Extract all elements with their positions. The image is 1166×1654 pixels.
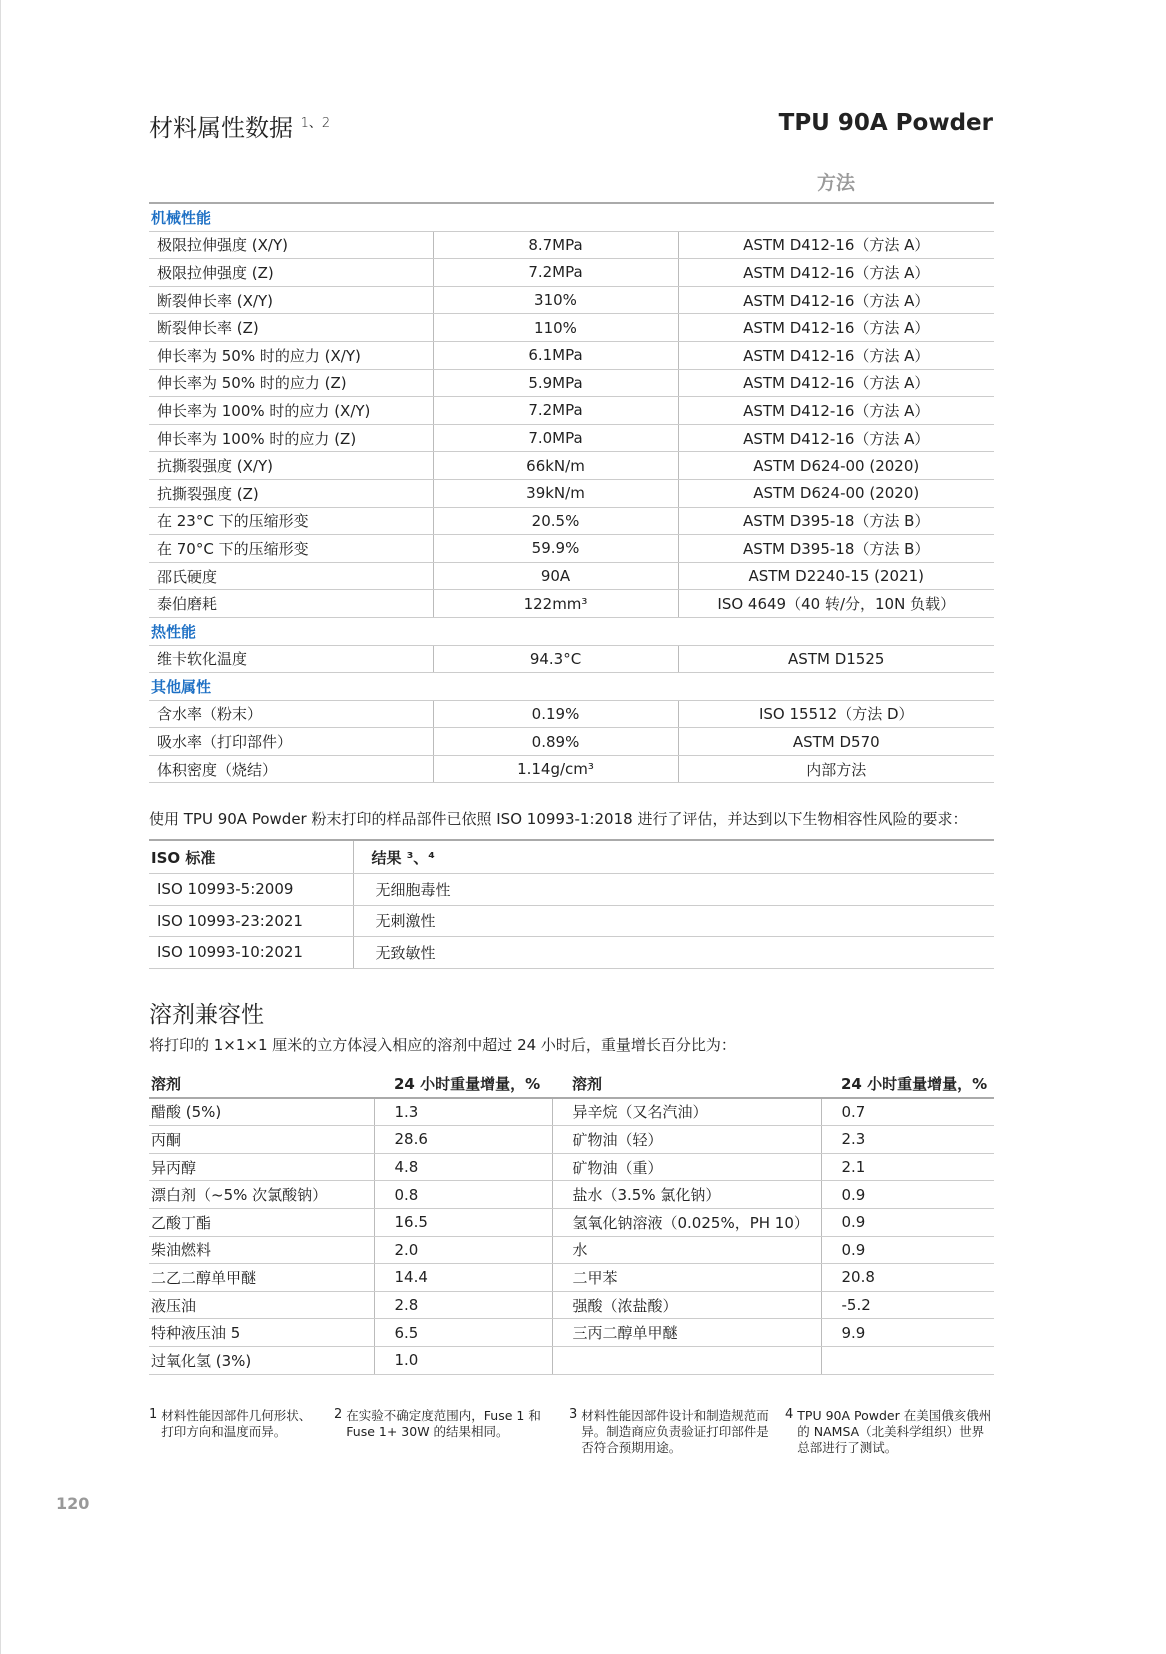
property-value: 20.5% xyxy=(433,507,678,535)
solvent-name: 氢氧化钠溶液（0.025%，PH 10） xyxy=(552,1208,821,1236)
property-value: 7.0MPa xyxy=(433,424,678,452)
section-header xyxy=(149,203,994,231)
header-cell: 24 小时重量增量，% xyxy=(374,1070,552,1098)
property-method: ASTM D624-00 (2020) xyxy=(678,479,994,507)
product-name: TPU 90A Powder xyxy=(778,110,993,136)
property-name: 邵氏硬度 xyxy=(149,562,433,590)
footnote xyxy=(334,1408,559,1440)
table-row xyxy=(149,231,994,259)
solvent-subtitle: 将打印的 1×1×1 厘米的立方体浸入相应的溶剂中超过 24 小时后，重量增长百分比为： xyxy=(149,1036,736,1054)
table-row xyxy=(149,700,994,728)
property-name: 泰伯磨耗 xyxy=(149,590,433,618)
table-row xyxy=(149,874,994,906)
property-name: 极限拉伸强度 (X/Y) xyxy=(149,231,433,259)
table-row xyxy=(149,1319,994,1347)
weight-gain: 14.4 xyxy=(374,1264,552,1292)
footnote-number: 2 xyxy=(334,1407,343,1422)
footnote-text: TPU 90A Powder 在美国俄亥俄州的 NAMSA（北美科学组织）世界总部进行了测试。 xyxy=(797,1408,992,1455)
weight-gain: 0.8 xyxy=(374,1181,552,1209)
header-cell: 24 小时重量增量，% xyxy=(821,1070,994,1098)
table-row xyxy=(149,645,994,673)
table-row xyxy=(149,1153,994,1181)
table-row xyxy=(149,1346,994,1374)
page-number: 120 xyxy=(56,1494,90,1513)
property-value: 6.1MPa xyxy=(433,341,678,369)
footnote-number: 1 xyxy=(149,1407,158,1422)
table-row xyxy=(149,1236,994,1264)
footnote-number: 4 xyxy=(785,1407,794,1422)
solvent-name: 漂白剂（~5% 次氯酸钠） xyxy=(149,1181,374,1209)
table-row xyxy=(149,259,994,287)
table-row xyxy=(149,369,994,397)
table-row xyxy=(149,535,994,563)
property-method: ASTM D395-18（方法 B） xyxy=(678,535,994,563)
section-title: 机械性能 xyxy=(149,203,994,231)
property-method: ASTM D412-16（方法 A） xyxy=(678,424,994,452)
weight-gain: 6.5 xyxy=(374,1319,552,1347)
weight-gain: -5.2 xyxy=(821,1291,994,1319)
weight-gain: 1.0 xyxy=(374,1346,552,1374)
footnote-text: 材料性能因部件设计和制造规范而异。制造商应负责验证打印部件是否符合预期用途。 xyxy=(581,1408,769,1455)
table-row xyxy=(149,424,994,452)
footnote xyxy=(785,1408,995,1456)
solvent-name: 液压油 xyxy=(149,1291,374,1319)
property-name: 抗撕裂强度 (X/Y) xyxy=(149,452,433,480)
property-name: 伸长率为 50% 时的应力 (X/Y) xyxy=(149,341,433,369)
solvent-name: 柴油燃料 xyxy=(149,1236,374,1264)
property-name: 伸长率为 100% 时的应力 (X/Y) xyxy=(149,397,433,425)
table-row xyxy=(149,397,994,425)
property-method: ASTM D570 xyxy=(678,728,994,756)
result: 无细胞毒性 xyxy=(353,874,994,906)
header-cell: 溶剂 xyxy=(149,1070,374,1098)
weight-gain: 16.5 xyxy=(374,1208,552,1236)
iso-standard: ISO 10993-10:2021 xyxy=(149,937,353,969)
property-method: ISO 4649（40 转/分，10N 负载） xyxy=(678,590,994,618)
table-row xyxy=(149,1208,994,1236)
table-row xyxy=(149,728,994,756)
weight-gain xyxy=(821,1346,994,1374)
header-cell: 溶剂 xyxy=(552,1070,821,1098)
weight-gain: 0.9 xyxy=(821,1181,994,1209)
property-name: 维卡软化温度 xyxy=(149,645,433,673)
solvent-name: 特种液压油 5 xyxy=(149,1319,374,1347)
property-name: 在 70°C 下的压缩形变 xyxy=(149,535,433,563)
weight-gain: 4.8 xyxy=(374,1153,552,1181)
solvent-name xyxy=(552,1346,821,1374)
table-row xyxy=(149,314,994,342)
property-value: 310% xyxy=(433,286,678,314)
property-value: 66kN/m xyxy=(433,452,678,480)
solvent-name: 异丙醇 xyxy=(149,1153,374,1181)
property-value: 1.14g/cm³ xyxy=(433,755,678,783)
property-method: 内部方法 xyxy=(678,755,994,783)
property-name: 断裂伸长率 (X/Y) xyxy=(149,286,433,314)
property-value: 59.9% xyxy=(433,535,678,563)
result: 无刺激性 xyxy=(353,905,994,937)
table-row xyxy=(149,1126,994,1154)
weight-gain: 2.3 xyxy=(821,1126,994,1154)
solvent-name: 醋酸 (5%) xyxy=(149,1098,374,1126)
property-method: ASTM D412-16（方法 A） xyxy=(678,286,994,314)
solvent-name: 二乙二醇单甲醚 xyxy=(149,1264,374,1292)
property-value: 122mm³ xyxy=(433,590,678,618)
property-value: 110% xyxy=(433,314,678,342)
table-row xyxy=(149,341,994,369)
solvent-name: 异辛烷（又名汽油） xyxy=(552,1098,821,1126)
solvent-name: 乙酸丁酯 xyxy=(149,1208,374,1236)
table-row xyxy=(149,1098,994,1126)
solvent-name: 盐水（3.5% 氯化钠） xyxy=(552,1181,821,1209)
solvent-name: 水 xyxy=(552,1236,821,1264)
weight-gain: 2.0 xyxy=(374,1236,552,1264)
header-cell: 结果 ³、⁴ xyxy=(353,840,994,874)
property-method: ISO 15512（方法 D） xyxy=(678,700,994,728)
property-method: ASTM D2240-15 (2021) xyxy=(678,562,994,590)
solvent-table xyxy=(149,1070,994,1375)
weight-gain: 2.8 xyxy=(374,1291,552,1319)
weight-gain: 0.9 xyxy=(821,1236,994,1264)
weight-gain: 9.9 xyxy=(821,1319,994,1347)
property-method: ASTM D1525 xyxy=(678,645,994,673)
weight-gain: 0.9 xyxy=(821,1208,994,1236)
properties-table xyxy=(149,202,994,783)
iso-standard: ISO 10993-5:2009 xyxy=(149,874,353,906)
property-method: ASTM D412-16（方法 A） xyxy=(678,369,994,397)
property-method: ASTM D412-16（方法 A） xyxy=(678,314,994,342)
property-value: 7.2MPa xyxy=(433,259,678,287)
property-value: 8.7MPa xyxy=(433,231,678,259)
biocompat-table xyxy=(149,839,994,969)
property-method: ASTM D412-16（方法 A） xyxy=(678,397,994,425)
property-value: 90A xyxy=(433,562,678,590)
property-name: 抗撕裂强度 (Z) xyxy=(149,479,433,507)
footnote-number: 3 xyxy=(569,1407,578,1422)
table-header xyxy=(149,1070,994,1098)
table-row xyxy=(149,1181,994,1209)
property-value: 5.9MPa xyxy=(433,369,678,397)
footnote-text: 在实验不确定度范围内，Fuse 1 和 Fuse 1+ 30W 的结果相同。 xyxy=(346,1408,541,1439)
title-text: 材料属性数据 xyxy=(149,114,293,142)
solvent-name: 三丙二醇单甲醚 xyxy=(552,1319,821,1347)
property-name: 伸长率为 50% 时的应力 (Z) xyxy=(149,369,433,397)
footnote xyxy=(569,1408,779,1456)
property-name: 伸长率为 100% 时的应力 (Z) xyxy=(149,424,433,452)
table-row xyxy=(149,479,994,507)
property-value: 0.89% xyxy=(433,728,678,756)
property-name: 含水率（粉末） xyxy=(149,700,433,728)
table-row xyxy=(149,937,994,969)
table-row xyxy=(149,452,994,480)
table-row xyxy=(149,286,994,314)
header-cell: ISO 标准 xyxy=(149,840,353,874)
biocompat-intro: 使用 TPU 90A Powder 粉末打印的样品部件已依照 ISO 10993-1:2018 进行了评估，并达到以下生物相容性风险的要求： xyxy=(149,810,968,828)
property-name: 断裂伸长率 (Z) xyxy=(149,314,433,342)
table-row xyxy=(149,755,994,783)
footnote xyxy=(149,1408,319,1440)
section-title: 热性能 xyxy=(149,617,994,645)
section-header xyxy=(149,617,994,645)
solvent-name: 矿物油（轻） xyxy=(552,1126,821,1154)
weight-gain: 2.1 xyxy=(821,1153,994,1181)
property-method: ASTM D624-00 (2020) xyxy=(678,452,994,480)
property-value: 94.3°C xyxy=(433,645,678,673)
property-name: 吸水率（打印部件） xyxy=(149,728,433,756)
section-header xyxy=(149,673,994,701)
property-value: 0.19% xyxy=(433,700,678,728)
result: 无致敏性 xyxy=(353,937,994,969)
table-header xyxy=(149,840,994,874)
table-row xyxy=(149,562,994,590)
solvent-name: 矿物油（重） xyxy=(552,1153,821,1181)
method-column-header: 方法 xyxy=(816,172,855,194)
weight-gain: 1.3 xyxy=(374,1098,552,1126)
footnote-text: 材料性能因部件几何形状、打印方向和温度而异。 xyxy=(161,1408,312,1439)
table-row xyxy=(149,590,994,618)
property-method: ASTM D395-18（方法 B） xyxy=(678,507,994,535)
weight-gain: 28.6 xyxy=(374,1126,552,1154)
solvent-name: 二甲苯 xyxy=(552,1264,821,1292)
title-footnote-ref: 1、2 xyxy=(300,116,331,131)
table-row xyxy=(149,1264,994,1292)
iso-standard: ISO 10993-23:2021 xyxy=(149,905,353,937)
property-method: ASTM D412-16（方法 A） xyxy=(678,259,994,287)
property-method: ASTM D412-16（方法 A） xyxy=(678,341,994,369)
page-title xyxy=(149,108,330,143)
solvent-name: 丙酮 xyxy=(149,1126,374,1154)
property-name: 在 23°C 下的压缩形变 xyxy=(149,507,433,535)
table-row xyxy=(149,905,994,937)
weight-gain: 0.7 xyxy=(821,1098,994,1126)
solvent-title: 溶剂兼容性 xyxy=(149,1002,264,1028)
solvent-name: 过氧化氢 (3%) xyxy=(149,1346,374,1374)
weight-gain: 20.8 xyxy=(821,1264,994,1292)
property-value: 39kN/m xyxy=(433,479,678,507)
property-method: ASTM D412-16（方法 A） xyxy=(678,231,994,259)
section-title: 其他属性 xyxy=(149,673,994,701)
property-value: 7.2MPa xyxy=(433,397,678,425)
table-row xyxy=(149,507,994,535)
property-name: 体积密度（烧结） xyxy=(149,755,433,783)
solvent-name: 强酸（浓盐酸） xyxy=(552,1291,821,1319)
table-row xyxy=(149,1291,994,1319)
property-name: 极限拉伸强度 (Z) xyxy=(149,259,433,287)
